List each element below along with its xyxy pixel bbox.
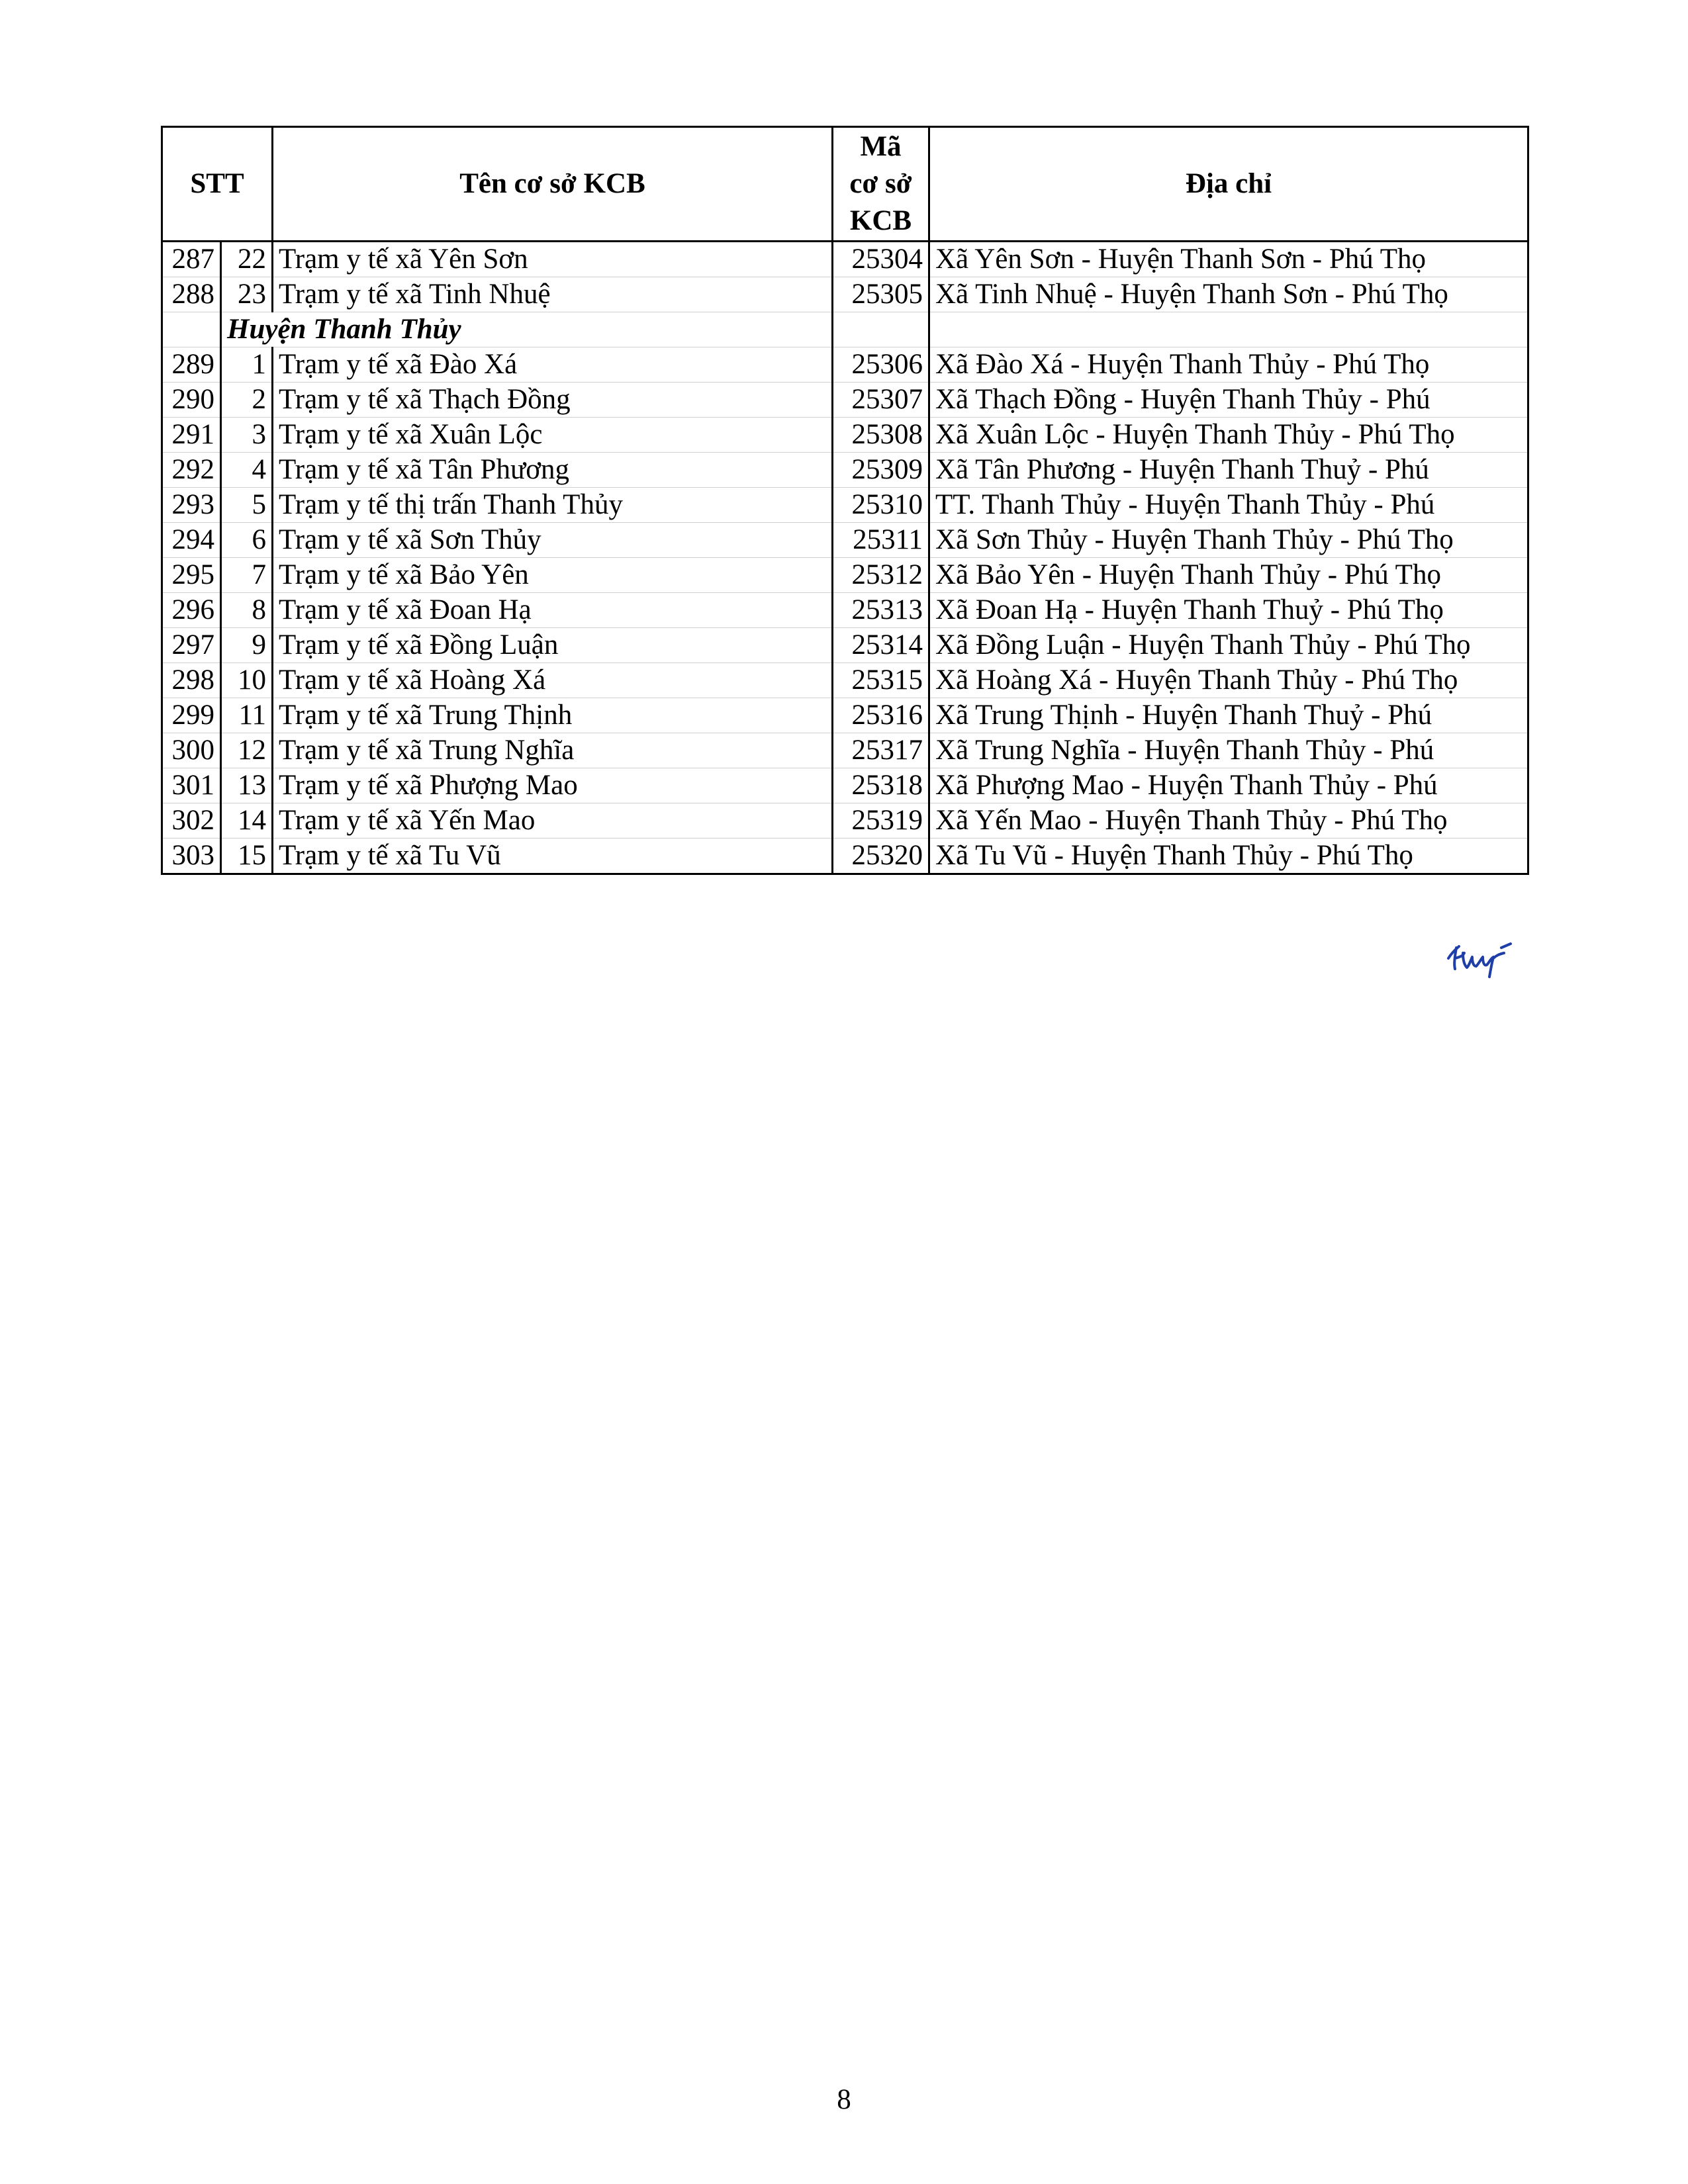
row-address: Xã Bảo Yên - Huyện Thanh Thủy - Phú Thọ xyxy=(929,558,1528,593)
row-facility-name: Trạm y tế xã Hoàng Xá xyxy=(273,663,833,698)
table-row xyxy=(162,593,1528,628)
row-address: Xã Tân Phương - Huyện Thanh Thuỷ - Phú xyxy=(929,453,1528,488)
facility-table xyxy=(161,126,1529,875)
row-facility-code: 25314 xyxy=(833,628,929,663)
row-stt: 296 xyxy=(162,593,221,628)
row-index: 7 xyxy=(221,558,273,593)
header-stt: STT xyxy=(162,127,273,242)
row-facility-code: 25306 xyxy=(833,347,929,383)
row-facility-code: 25320 xyxy=(833,839,929,874)
signature-stroke xyxy=(1448,944,1511,977)
row-address: Xã Thạch Đồng - Huyện Thanh Thủy - Phú xyxy=(929,383,1528,418)
row-stt: 294 xyxy=(162,523,221,558)
row-facility-name: Trạm y tế xã Tu Vũ xyxy=(273,839,833,874)
row-index: 14 xyxy=(221,803,273,839)
row-facility-name: Trạm y tế xã Tinh Nhuệ xyxy=(273,277,833,312)
row-facility-name: Trạm y tế xã Đào Xá xyxy=(273,347,833,383)
row-address: Xã Trung Thịnh - Huyện Thanh Thuỷ - Phú xyxy=(929,698,1528,733)
row-facility-code: 25311 xyxy=(833,523,929,558)
row-address: Xã Xuân Lộc - Huyện Thanh Thủy - Phú Thọ xyxy=(929,418,1528,453)
row-stt: 292 xyxy=(162,453,221,488)
row-facility-code: 25315 xyxy=(833,663,929,698)
row-stt: 288 xyxy=(162,277,221,312)
row-facility-name: Trạm y tế xã Bảo Yên xyxy=(273,558,833,593)
row-index: 15 xyxy=(221,839,273,874)
row-facility-name: Trạm y tế xã Sơn Thủy xyxy=(273,523,833,558)
row-facility-name: Trạm y tế xã Yên Sơn xyxy=(273,242,833,277)
row-address: Xã Đào Xá - Huyện Thanh Thủy - Phú Thọ xyxy=(929,347,1528,383)
row-facility-name: Trạm y tế xã Tân Phương xyxy=(273,453,833,488)
row-facility-code: 25309 xyxy=(833,453,929,488)
row-index: 23 xyxy=(221,277,273,312)
row-facility-code: 25305 xyxy=(833,277,929,312)
row-facility-code: 25318 xyxy=(833,768,929,803)
table-row xyxy=(162,523,1528,558)
table-row xyxy=(162,418,1528,453)
row-facility-code: 25313 xyxy=(833,593,929,628)
row-facility-name: Trạm y tế thị trấn Thanh Thủy xyxy=(273,488,833,523)
table-row xyxy=(162,803,1528,839)
row-facility-name: Trạm y tế xã Trung Thịnh xyxy=(273,698,833,733)
row-index: 2 xyxy=(221,383,273,418)
row-index: 22 xyxy=(221,242,273,277)
table-row xyxy=(162,242,1528,277)
header-facility-code xyxy=(833,127,929,242)
table-header-row xyxy=(162,127,1528,242)
row-stt: 287 xyxy=(162,242,221,277)
row-facility-name: Trạm y tế xã Đoan Hạ xyxy=(273,593,833,628)
district-title: Huyện Thanh Thủy xyxy=(221,312,833,347)
row-index: 12 xyxy=(221,733,273,768)
row-facility-name: Trạm y tế xã Thạch Đồng xyxy=(273,383,833,418)
table-row xyxy=(162,663,1528,698)
row-address: Xã Phượng Mao - Huyện Thanh Thủy - Phú xyxy=(929,768,1528,803)
row-address: Xã Hoàng Xá - Huyện Thanh Thủy - Phú Thọ xyxy=(929,663,1528,698)
header-code-line-3: KCB xyxy=(849,205,912,236)
row-stt: 291 xyxy=(162,418,221,453)
row-index: 11 xyxy=(221,698,273,733)
row-stt: 301 xyxy=(162,768,221,803)
row-facility-code: 25307 xyxy=(833,383,929,418)
row-index: 8 xyxy=(221,593,273,628)
row-stt: 298 xyxy=(162,663,221,698)
row-address: Xã Tu Vũ - Huyện Thanh Thủy - Phú Thọ xyxy=(929,839,1528,874)
row-address: Xã Đồng Luận - Huyện Thanh Thủy - Phú Thọ xyxy=(929,628,1528,663)
row-facility-code: 25317 xyxy=(833,733,929,768)
row-stt: 303 xyxy=(162,839,221,874)
table-row xyxy=(162,453,1528,488)
row-stt: 300 xyxy=(162,733,221,768)
row-address: Xã Tinh Nhuệ - Huyện Thanh Sơn - Phú Thọ xyxy=(929,277,1528,312)
table-row xyxy=(162,733,1528,768)
row-facility-code: 25316 xyxy=(833,698,929,733)
table-row xyxy=(162,488,1528,523)
table-row xyxy=(162,558,1528,593)
row-address: TT. Thanh Thủy - Huyện Thanh Thủy - Phú xyxy=(929,488,1528,523)
table-row xyxy=(162,768,1528,803)
row-index: 10 xyxy=(221,663,273,698)
row-stt: 297 xyxy=(162,628,221,663)
table-row xyxy=(162,839,1528,874)
row-address: Xã Trung Nghĩa - Huyện Thanh Thủy - Phú xyxy=(929,733,1528,768)
row-address: Xã Yên Sơn - Huyện Thanh Sơn - Phú Thọ xyxy=(929,242,1528,277)
row-index: 3 xyxy=(221,418,273,453)
row-index: 13 xyxy=(221,768,273,803)
row-address: Xã Đoan Hạ - Huyện Thanh Thuỷ - Phú Thọ xyxy=(929,593,1528,628)
row-index: 6 xyxy=(221,523,273,558)
row-stt: 289 xyxy=(162,347,221,383)
row-facility-code: 25319 xyxy=(833,803,929,839)
row-facility-name: Trạm y tế xã Trung Nghĩa xyxy=(273,733,833,768)
row-index: 9 xyxy=(221,628,273,663)
table-row xyxy=(162,347,1528,383)
row-index: 4 xyxy=(221,453,273,488)
table-row xyxy=(162,277,1528,312)
row-stt: 290 xyxy=(162,383,221,418)
row-facility-code: 25312 xyxy=(833,558,929,593)
header-facility-name: Tên cơ sở KCB xyxy=(273,127,833,242)
signature-mark xyxy=(1443,938,1516,985)
table-row xyxy=(162,383,1528,418)
row-address: Xã Sơn Thủy - Huyện Thanh Thủy - Phú Thọ xyxy=(929,523,1528,558)
row-stt: 302 xyxy=(162,803,221,839)
header-address: Địa chỉ xyxy=(929,127,1528,242)
row-facility-code: 25304 xyxy=(833,242,929,277)
row-facility-name: Trạm y tế xã Đồng Luận xyxy=(273,628,833,663)
table-row xyxy=(162,628,1528,663)
header-code-line-1: Mã xyxy=(860,131,902,162)
row-facility-code: 25308 xyxy=(833,418,929,453)
row-index: 1 xyxy=(221,347,273,383)
page-number: 8 xyxy=(837,2084,851,2115)
table-row xyxy=(162,698,1528,733)
section-code-empty xyxy=(833,312,929,347)
row-facility-name: Trạm y tế xã Yến Mao xyxy=(273,803,833,839)
row-stt: 295 xyxy=(162,558,221,593)
section-stt-empty xyxy=(162,312,221,347)
row-stt: 293 xyxy=(162,488,221,523)
header-code-line-2: cơ sở xyxy=(849,168,912,199)
row-stt: 299 xyxy=(162,698,221,733)
row-address: Xã Yến Mao - Huyện Thanh Thủy - Phú Thọ xyxy=(929,803,1528,839)
row-facility-name: Trạm y tế xã Phượng Mao xyxy=(273,768,833,803)
row-index: 5 xyxy=(221,488,273,523)
row-facility-code: 25310 xyxy=(833,488,929,523)
district-section-row xyxy=(162,312,1528,347)
row-facility-name: Trạm y tế xã Xuân Lộc xyxy=(273,418,833,453)
section-address-empty xyxy=(929,312,1528,347)
